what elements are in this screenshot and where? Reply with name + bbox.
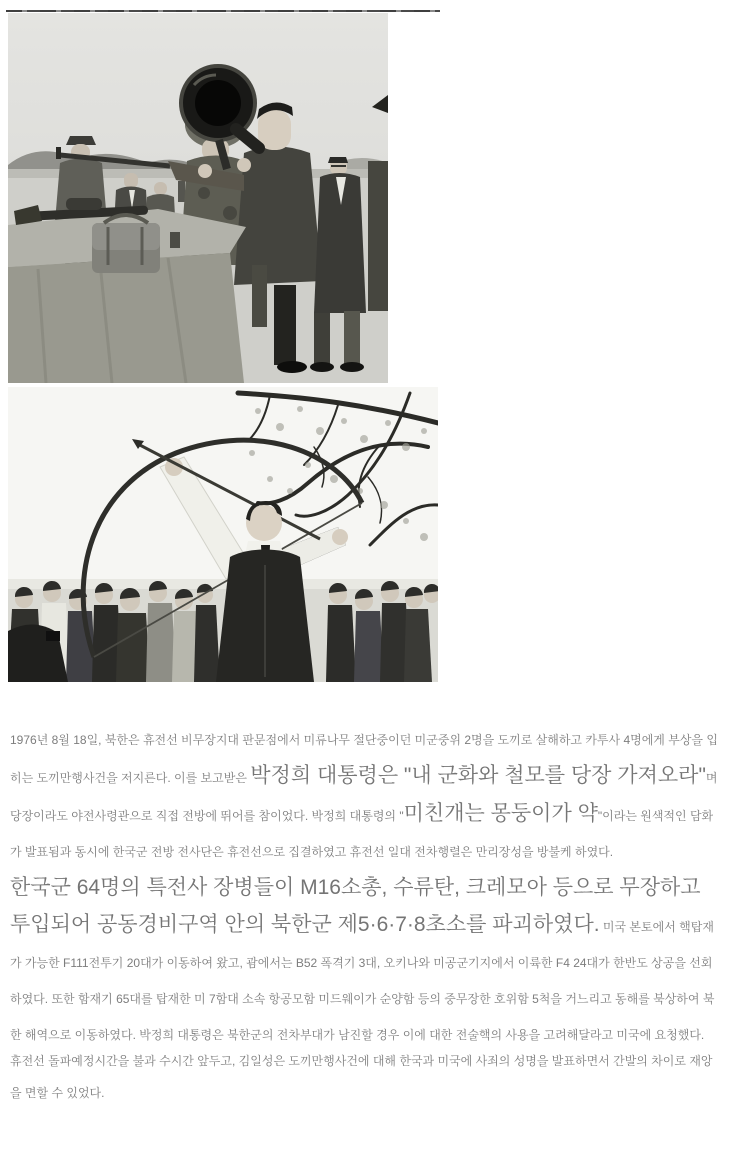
text-segment-us-forces: 미국 본토에서 핵탑재가 가능한 F111전투기 20대가 이동하여 왔고, 괌에서는 B52 폭격기 3대, 오키나와 미공군기지에서 이륙한 F4 24대가 한반도 상공을 선회하였다. 또한 함재기 65대를 탑재한 미 7함대 소속 항공모함 미드웨이가 순양함 등의 중무장한 호위함 5척을 거느리고 동해를 북상하여 북한 해역으로 이동하였다. 박정희 대통령은 북한군의 전차부대가 남진할 경우 이에 대한 전술핵의 사용을 고려해달라고 미국에 요청했다. bbox=[10, 920, 715, 1042]
paragraph-main bbox=[10, 722, 722, 1053]
text-segment-apology: 휴전선 돌파예정시간을 불과 수시간 앞두고, 김일성은 도끼만행사건에 대해 한국과 미국에 사죄의 성명을 발표하면서 간발의 차이로 재앙을 면할 수 있었다. bbox=[10, 1054, 713, 1100]
archery-photo-illustration bbox=[8, 387, 438, 682]
scan-artifact-line bbox=[6, 10, 440, 12]
text-segment-retaliation: 한국군 64명의 특전사 장병들이 M16소총, 수류탄, 크레모아 등으로 무장하고 투입되어 공동경비구역 안의 북한군 제5·6·7·8초소를 파괴하였다. bbox=[10, 876, 701, 936]
rifle-aiming-photo-illustration bbox=[8, 13, 388, 383]
text-segment-followup: "이라는 원색적인 담화가 발표됨과 동시에 한국군 전방 전사단은 휴전선으로 집결하였고 휴전선 일대 전차행렬은 만리장성을 방불케 하였다. bbox=[10, 809, 714, 859]
text-segment-quote-maddog: 미친개는 몽둥이가 약 bbox=[403, 802, 598, 825]
text-segment-mid: 며 당장이라도 야전사령관으로 직접 전방에 뛰어를 참이었다. 박정희 대통령의 " bbox=[10, 771, 718, 823]
photo-rifle-aiming bbox=[8, 13, 388, 383]
article-text bbox=[10, 722, 722, 1109]
paragraph-final bbox=[10, 1045, 722, 1109]
text-segment-quote-boots: 박정희 대통령은 "내 군화와 철모를 당장 가져오라" bbox=[250, 764, 706, 787]
photo-archery bbox=[8, 387, 438, 682]
text-segment-intro: 1976년 8월 18일, 북한은 휴전선 비무장지대 판문점에서 미류나무 절단중이던 미군중위 2명을 도끼로 살해하고 카투사 4명에게 부상을 입히는 도끼만행사건을 저지른다. 이를 보고받은 bbox=[10, 733, 718, 785]
